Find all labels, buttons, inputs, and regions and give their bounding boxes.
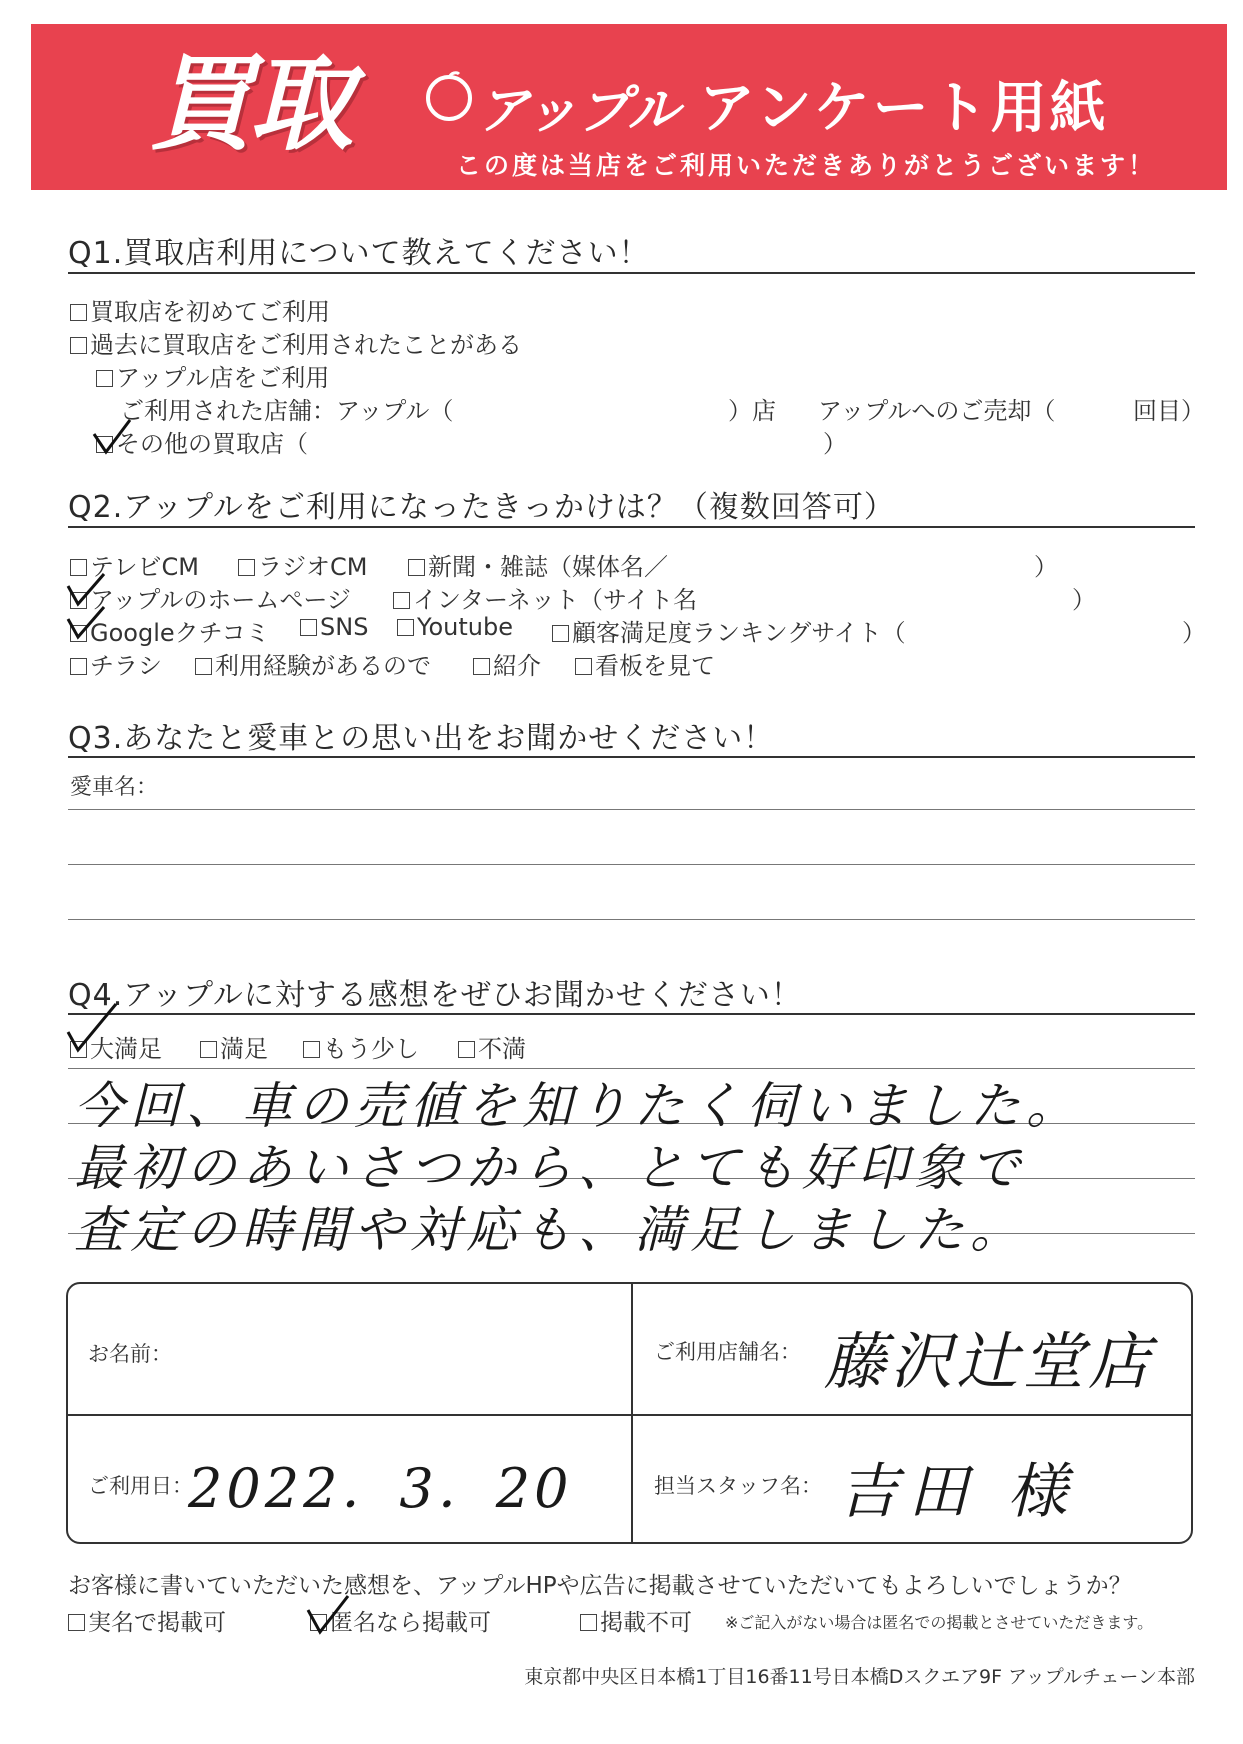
q3-line-3[interactable] [68,919,1195,920]
q2-option-youtube[interactable]: Youtube [397,613,513,641]
checkbox-icon [68,1614,85,1631]
q2-option-radio[interactable]: ラジオCM [238,547,367,582]
q3-heading: Q3.あなたと愛車との思い出をお聞かせください！ [68,721,775,756]
q2-close-2: ） [1072,586,1096,614]
q1-store-used-field[interactable]: ご利用された店舗：アップル（ [120,397,454,425]
q1-heading: Q1.買取店利用について教えてください！ [68,236,650,271]
apple-logo-icon [423,70,475,122]
q4-option-satisfied[interactable]: 満足 [200,1029,268,1064]
checkbox-icon [397,619,414,636]
name-label: お名前： [88,1342,172,1366]
header-banner [31,24,1227,190]
kaitori-logo: 買取 [149,43,350,165]
q4-option-very-satisfied[interactable]: 大満足 [70,1029,162,1064]
q2-option-experience[interactable]: 利用経験があるので [195,646,431,681]
q1-sale-count-field[interactable]: アップルへのご売却（ [818,397,1056,425]
checkbox-icon [70,337,87,354]
q1-sale-suffix: 回目） [1133,397,1205,425]
checkmark-icon [64,605,108,643]
customer-info-box [66,1282,1193,1544]
staff-name-value[interactable]: 吉田 様 [838,1457,1078,1527]
checkbox-icon [580,1614,597,1631]
comment-text-line-3: 査定の時間や対応も、満足しました。 [74,1201,1026,1259]
checkbox-icon [300,619,317,636]
q2-option-referral[interactable]: 紹介 [473,646,541,681]
comment-text-line-2: 最初のあいさつから、とても好印象で [74,1139,1026,1197]
q1-store-suffix: ）店 [728,397,776,425]
q4-option-somewhat[interactable]: もう少し [303,1029,419,1064]
checkmark-icon [64,1000,120,1056]
checkbox-icon [238,559,255,576]
checkmark-icon [304,1594,352,1638]
q2-option-google[interactable]: Googleクチコミ [70,613,270,648]
checkbox-icon [200,1041,217,1058]
checkbox-icon [96,370,113,387]
q2-option-newspaper[interactable]: 新聞・雑誌（媒体名／ [408,547,668,582]
checkbox-icon [70,304,87,321]
checkbox-icon [303,1041,320,1058]
checkbox-icon [552,625,569,642]
store-name-label: ご利用店舗名： [654,1340,801,1364]
form-title: アンケート用紙 [699,76,1109,141]
q2-heading: Q2.アップルをご利用になったきっかけは？（複数回答可） [68,490,895,525]
consent-option-real-name[interactable]: 実名で掲載可 [68,1604,226,1637]
checkmark-icon [90,418,134,458]
q3-line-1[interactable] [68,809,1195,810]
q2-option-ranking[interactable]: 顧客満足度ランキングサイト（ [552,613,906,648]
checkbox-icon [575,658,592,675]
checkbox-icon [393,592,410,609]
q4-heading: Q4.アップルに対する感想をぜひお聞かせください！ [68,978,802,1013]
brand-name: アップル [477,81,680,141]
consent-note: ※ご記入がない場合は匿名での掲載とさせていただきます。 [725,1613,1154,1632]
q2-option-internet[interactable]: インターネット（サイト名 [393,580,697,615]
form-subtitle: この度は当店をご利用いただきありがとうございます！ [456,151,1157,180]
footer-address: 東京都中央区日本橋1丁目16番11号日本橋Dスクエア9F アップルチェーン本部 [524,1666,1195,1688]
car-name-label: 愛車名： [70,775,159,800]
q1-option-other-store[interactable]: その他の買取店（ [96,424,308,459]
checkbox-icon [473,658,490,675]
q2-option-tv[interactable]: テレビCM [70,547,199,582]
date-value[interactable]: 2022．3．20 [188,1457,573,1520]
consent-question: お客様に書いていただいた感想を、アップルHPや広告に掲載させていただいてもよろしいでしょうか？ [68,1573,1132,1599]
checkbox-icon [408,559,425,576]
q1-option-apple-store[interactable]: アップル店をご利用 [96,358,329,393]
q2-option-flyer[interactable]: チラシ [70,646,162,681]
q2-rule [68,526,1195,528]
consent-option-anonymous[interactable]: 匿名なら掲載可 [310,1604,491,1637]
q4-option-unsatisfied[interactable]: 不満 [458,1029,526,1064]
q2-option-sns[interactable]: SNS [300,613,368,641]
staff-name-label: 担当スタッフ名： [654,1474,822,1498]
q2-close-3: ） [1182,619,1206,647]
q4-rule [68,1013,1195,1015]
checkbox-icon [70,658,87,675]
q1-other-suffix: ） [823,430,847,458]
info-divider-horizontal [68,1414,1191,1416]
q2-option-signboard[interactable]: 看板を見て [575,646,715,681]
q1-option-first-time[interactable]: 買取店を初めてご利用 [70,292,330,327]
q1-rule [68,272,1195,274]
q3-rule [68,756,1195,758]
q3-line-2[interactable] [68,864,1195,865]
consent-option-not-allowed[interactable]: 掲載不可 [580,1604,692,1637]
q1-option-used-before[interactable]: 過去に買取店をご利用されたことがある [70,325,522,360]
date-label: ご利用日： [88,1474,193,1498]
q2-option-homepage[interactable]: アップルのホームページ [70,580,351,615]
info-divider-vertical [631,1284,633,1542]
q2-close-1: ） [1034,553,1058,581]
store-name-value[interactable]: 藤沢辻堂店 [824,1325,1155,1398]
comment-text-line-1: 今回、車の売値を知りたく伺いました。 [74,1077,1082,1135]
checkbox-icon [458,1041,475,1058]
checkbox-icon [195,658,212,675]
